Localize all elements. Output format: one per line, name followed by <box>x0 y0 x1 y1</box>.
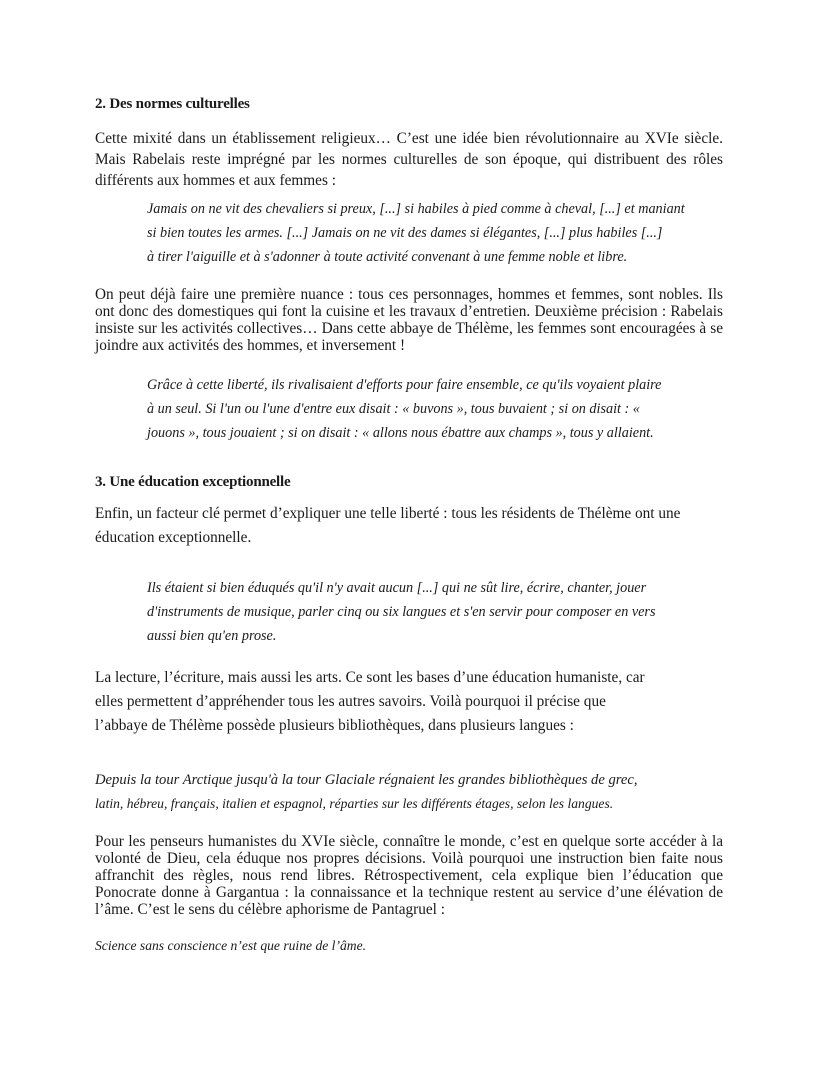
quote-line: à un seul. Si l'un ou l'une d'entre eux disait : « buvons », tous buvaient ; si on disait : « <box>147 401 640 417</box>
quote-line: si bien toutes les armes. [...] Jamais on ne vit des dames si élégantes, [...] plus habiles [...] <box>147 225 663 241</box>
text-line: éducation exceptionnelle. <box>95 529 252 546</box>
quote-line: d'instruments de musique, parler cinq ou six langues et s'en servir pour composer en vers <box>147 604 656 620</box>
paragraph-facteur-cle <box>95 502 723 550</box>
quote-line: Grâce à cette liberté, ils rivalisaient d'efforts pour faire ensemble, ce qu'ils voyaient plaire <box>147 377 662 393</box>
quote-line: aussi bien qu'en prose. <box>147 628 277 644</box>
paragraph-arts <box>95 666 723 738</box>
text-line: elles permettent d’appréhender tous les autres savoirs. Voilà pourquoi il précise que <box>95 693 606 710</box>
quote-eduques <box>147 576 703 648</box>
quote-line: jouons », tous jouaient ; si on disait : « allons nous ébattre aux champs », tous y allaient. <box>147 425 654 441</box>
quote-line: à tirer l'aiguille et à s'adonner à toute activité convenant à une femme noble et libre. <box>147 249 628 265</box>
paragraph-humanistes: Pour les penseurs humanistes du XVIe siècle, connaître le monde, c’est en quelque sorte accéder à la volonté de Dieu, cela éduque nos propres décisions. Voilà pourquoi une instruction bien faite nous affranchit des règles, nous rend libres. Rétrospectivement, cela explique bien l’éducation que Ponocrate donne à Gargantua : la connaissance et la technique restent au service d’une élévation de l’âme. C’est le sens du célèbre aphorisme de Pantagruel : <box>95 833 723 918</box>
quote-line: Jamais on ne vit des chevaliers si preux, [...] si habiles à pied comme à cheval, [...] et maniant <box>147 201 685 217</box>
paragraph-nuance: On peut déjà faire une première nuance : tous ces personnages, hommes et femmes, sont nobles. Ils ont donc des domestiques qui font la cuisine et les travaux d’entretien. Deuxième précision : Rabelais insiste sur les activités collectives… Dans cette abbaye de Thélème, les femmes sont encouragées à se joindre aux activités des hommes, et inversement ! <box>95 286 723 354</box>
quote-liberte <box>147 373 703 445</box>
text-line: La lecture, l’écriture, mais aussi les arts. Ce sont les bases d’une éducation humaniste, car <box>95 669 645 686</box>
quote-bibliotheques <box>95 768 735 816</box>
section-heading-education: 3. Une éducation exceptionnelle <box>95 474 291 490</box>
quote-chevaliers <box>147 197 703 269</box>
section-heading-cultural-norms: 2. Des normes culturelles <box>95 96 250 112</box>
paragraph-mixite: Cette mixité dans un établissement religieux… C’est une idée bien révolutionnaire au XVIe siècle. Mais Rabelais reste imprégné par les normes culturelles de son époque, qui distribuent des rôles différents aux hommes et aux femmes : <box>95 130 723 189</box>
text-line: Enfin, un facteur clé permet d’expliquer une telle liberté : tous les résidents de Thélème ont une <box>95 505 681 522</box>
quote-line: latin, hébreu, français, italien et espagnol, réparties sur les différents étages, selon les langues. <box>95 796 614 811</box>
quote-line: Ils étaient si bien éduqués qu'il n'y avait aucun [...] qui ne sût lire, écrire, chanter, jouer <box>147 580 647 596</box>
quote-line: Depuis la tour Arctique jusqu'à la tour Glaciale régnaient les grandes bibliothèques de grec, <box>95 772 638 788</box>
text-line: l’abbaye de Thélème possède plusieurs bibliothèques, dans plusieurs langues : <box>95 717 574 734</box>
quote-aphorism: Science sans conscience n’est que ruine de l’âme. <box>95 938 367 953</box>
